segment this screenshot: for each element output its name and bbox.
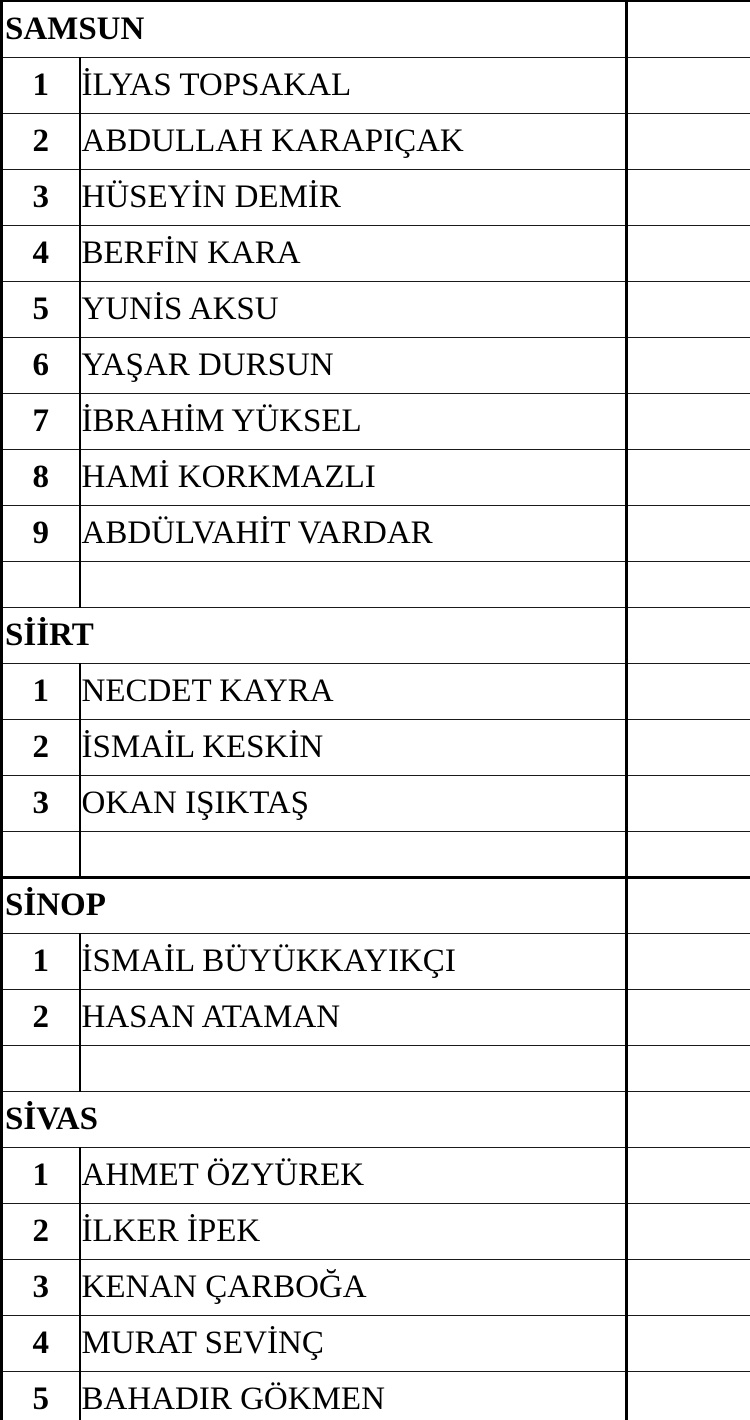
empty-cell [80, 1045, 627, 1091]
table-row [2, 663, 750, 719]
table-row [2, 337, 750, 393]
row-number: 3 [2, 169, 80, 225]
extra-cell [627, 1147, 750, 1203]
section-title: SİNOP [2, 877, 627, 933]
row-number: 8 [2, 449, 80, 505]
row-number: 4 [2, 225, 80, 281]
row-number: 1 [2, 933, 80, 989]
section-title: SAMSUN [2, 1, 627, 57]
candidate-name: MURAT SEVİNÇ [80, 1315, 627, 1371]
row-number: 3 [2, 775, 80, 831]
table-row [2, 1371, 750, 1420]
candidate-name: BAHADIR GÖKMEN [80, 1371, 627, 1420]
candidate-name: İSMAİL BÜYÜKKAYIKÇI [80, 933, 627, 989]
blank-row [2, 831, 750, 877]
table-row [2, 933, 750, 989]
row-number: 2 [2, 989, 80, 1045]
table-row [2, 169, 750, 225]
table-row [2, 281, 750, 337]
candidate-name: YAŞAR DURSUN [80, 337, 627, 393]
candidate-name: İSMAİL KESKİN [80, 719, 627, 775]
extra-cell [627, 1371, 750, 1420]
extra-cell [627, 337, 750, 393]
row-number: 9 [2, 505, 80, 561]
candidate-name: İBRAHİM YÜKSEL [80, 393, 627, 449]
table-row [2, 1259, 750, 1315]
candidate-name: AHMET ÖZYÜREK [80, 1147, 627, 1203]
candidate-name: ABDULLAH KARAPIÇAK [80, 113, 627, 169]
row-number: 2 [2, 113, 80, 169]
empty-cell [2, 1045, 80, 1091]
section-title: SİVAS [2, 1091, 627, 1147]
row-number: 6 [2, 337, 80, 393]
table-row [2, 449, 750, 505]
table-row [2, 113, 750, 169]
row-number: 5 [2, 1371, 80, 1420]
table-row [2, 1147, 750, 1203]
row-number: 1 [2, 57, 80, 113]
row-number: 2 [2, 719, 80, 775]
extra-cell [627, 1259, 750, 1315]
candidate-name: BERFİN KARA [80, 225, 627, 281]
extra-cell [627, 57, 750, 113]
extra-cell [627, 933, 750, 989]
candidate-name: KENAN ÇARBOĞA [80, 1259, 627, 1315]
extra-cell [627, 719, 750, 775]
extra-cell [627, 831, 750, 877]
blank-row [2, 561, 750, 607]
candidate-name: HASAN ATAMAN [80, 989, 627, 1045]
extra-cell [627, 775, 750, 831]
extra-cell [627, 989, 750, 1045]
table-row [2, 1203, 750, 1259]
row-number: 5 [2, 281, 80, 337]
table-row [2, 719, 750, 775]
section-header-row [2, 607, 750, 663]
table-row [2, 505, 750, 561]
extra-cell [627, 113, 750, 169]
candidate-name: HAMİ KORKMAZLI [80, 449, 627, 505]
candidate-name: YUNİS AKSU [80, 281, 627, 337]
table-row [2, 989, 750, 1045]
extra-cell [627, 1315, 750, 1371]
empty-cell [80, 561, 627, 607]
extra-cell [627, 607, 750, 663]
candidate-name: NECDET KAYRA [80, 663, 627, 719]
candidate-name: OKAN IŞIKTAŞ [80, 775, 627, 831]
row-number: 4 [2, 1315, 80, 1371]
table-row [2, 225, 750, 281]
extra-cell [627, 169, 750, 225]
section-header-row [2, 1091, 750, 1147]
row-number: 2 [2, 1203, 80, 1259]
row-number: 1 [2, 663, 80, 719]
extra-cell [627, 1091, 750, 1147]
extra-cell [627, 1045, 750, 1091]
section-header-row [2, 1, 750, 57]
candidate-name: İLYAS TOPSAKAL [80, 57, 627, 113]
table-row [2, 775, 750, 831]
extra-cell [627, 281, 750, 337]
section-header-row [2, 877, 750, 933]
extra-cell [627, 505, 750, 561]
empty-cell [80, 831, 627, 877]
extra-cell [627, 449, 750, 505]
extra-cell [627, 1, 750, 57]
empty-cell [2, 561, 80, 607]
table-row [2, 57, 750, 113]
candidate-name: HÜSEYİN DEMİR [80, 169, 627, 225]
table-row [2, 393, 750, 449]
row-number: 3 [2, 1259, 80, 1315]
row-number: 7 [2, 393, 80, 449]
row-number: 1 [2, 1147, 80, 1203]
candidate-name: ABDÜLVAHİT VARDAR [80, 505, 627, 561]
blank-row [2, 1045, 750, 1091]
extra-cell [627, 663, 750, 719]
extra-cell [627, 877, 750, 933]
extra-cell [627, 561, 750, 607]
extra-cell [627, 393, 750, 449]
empty-cell [2, 831, 80, 877]
section-title: SİİRT [2, 607, 627, 663]
extra-cell [627, 1203, 750, 1259]
extra-cell [627, 225, 750, 281]
candidate-name: İLKER İPEK [80, 1203, 627, 1259]
table-row [2, 1315, 750, 1371]
